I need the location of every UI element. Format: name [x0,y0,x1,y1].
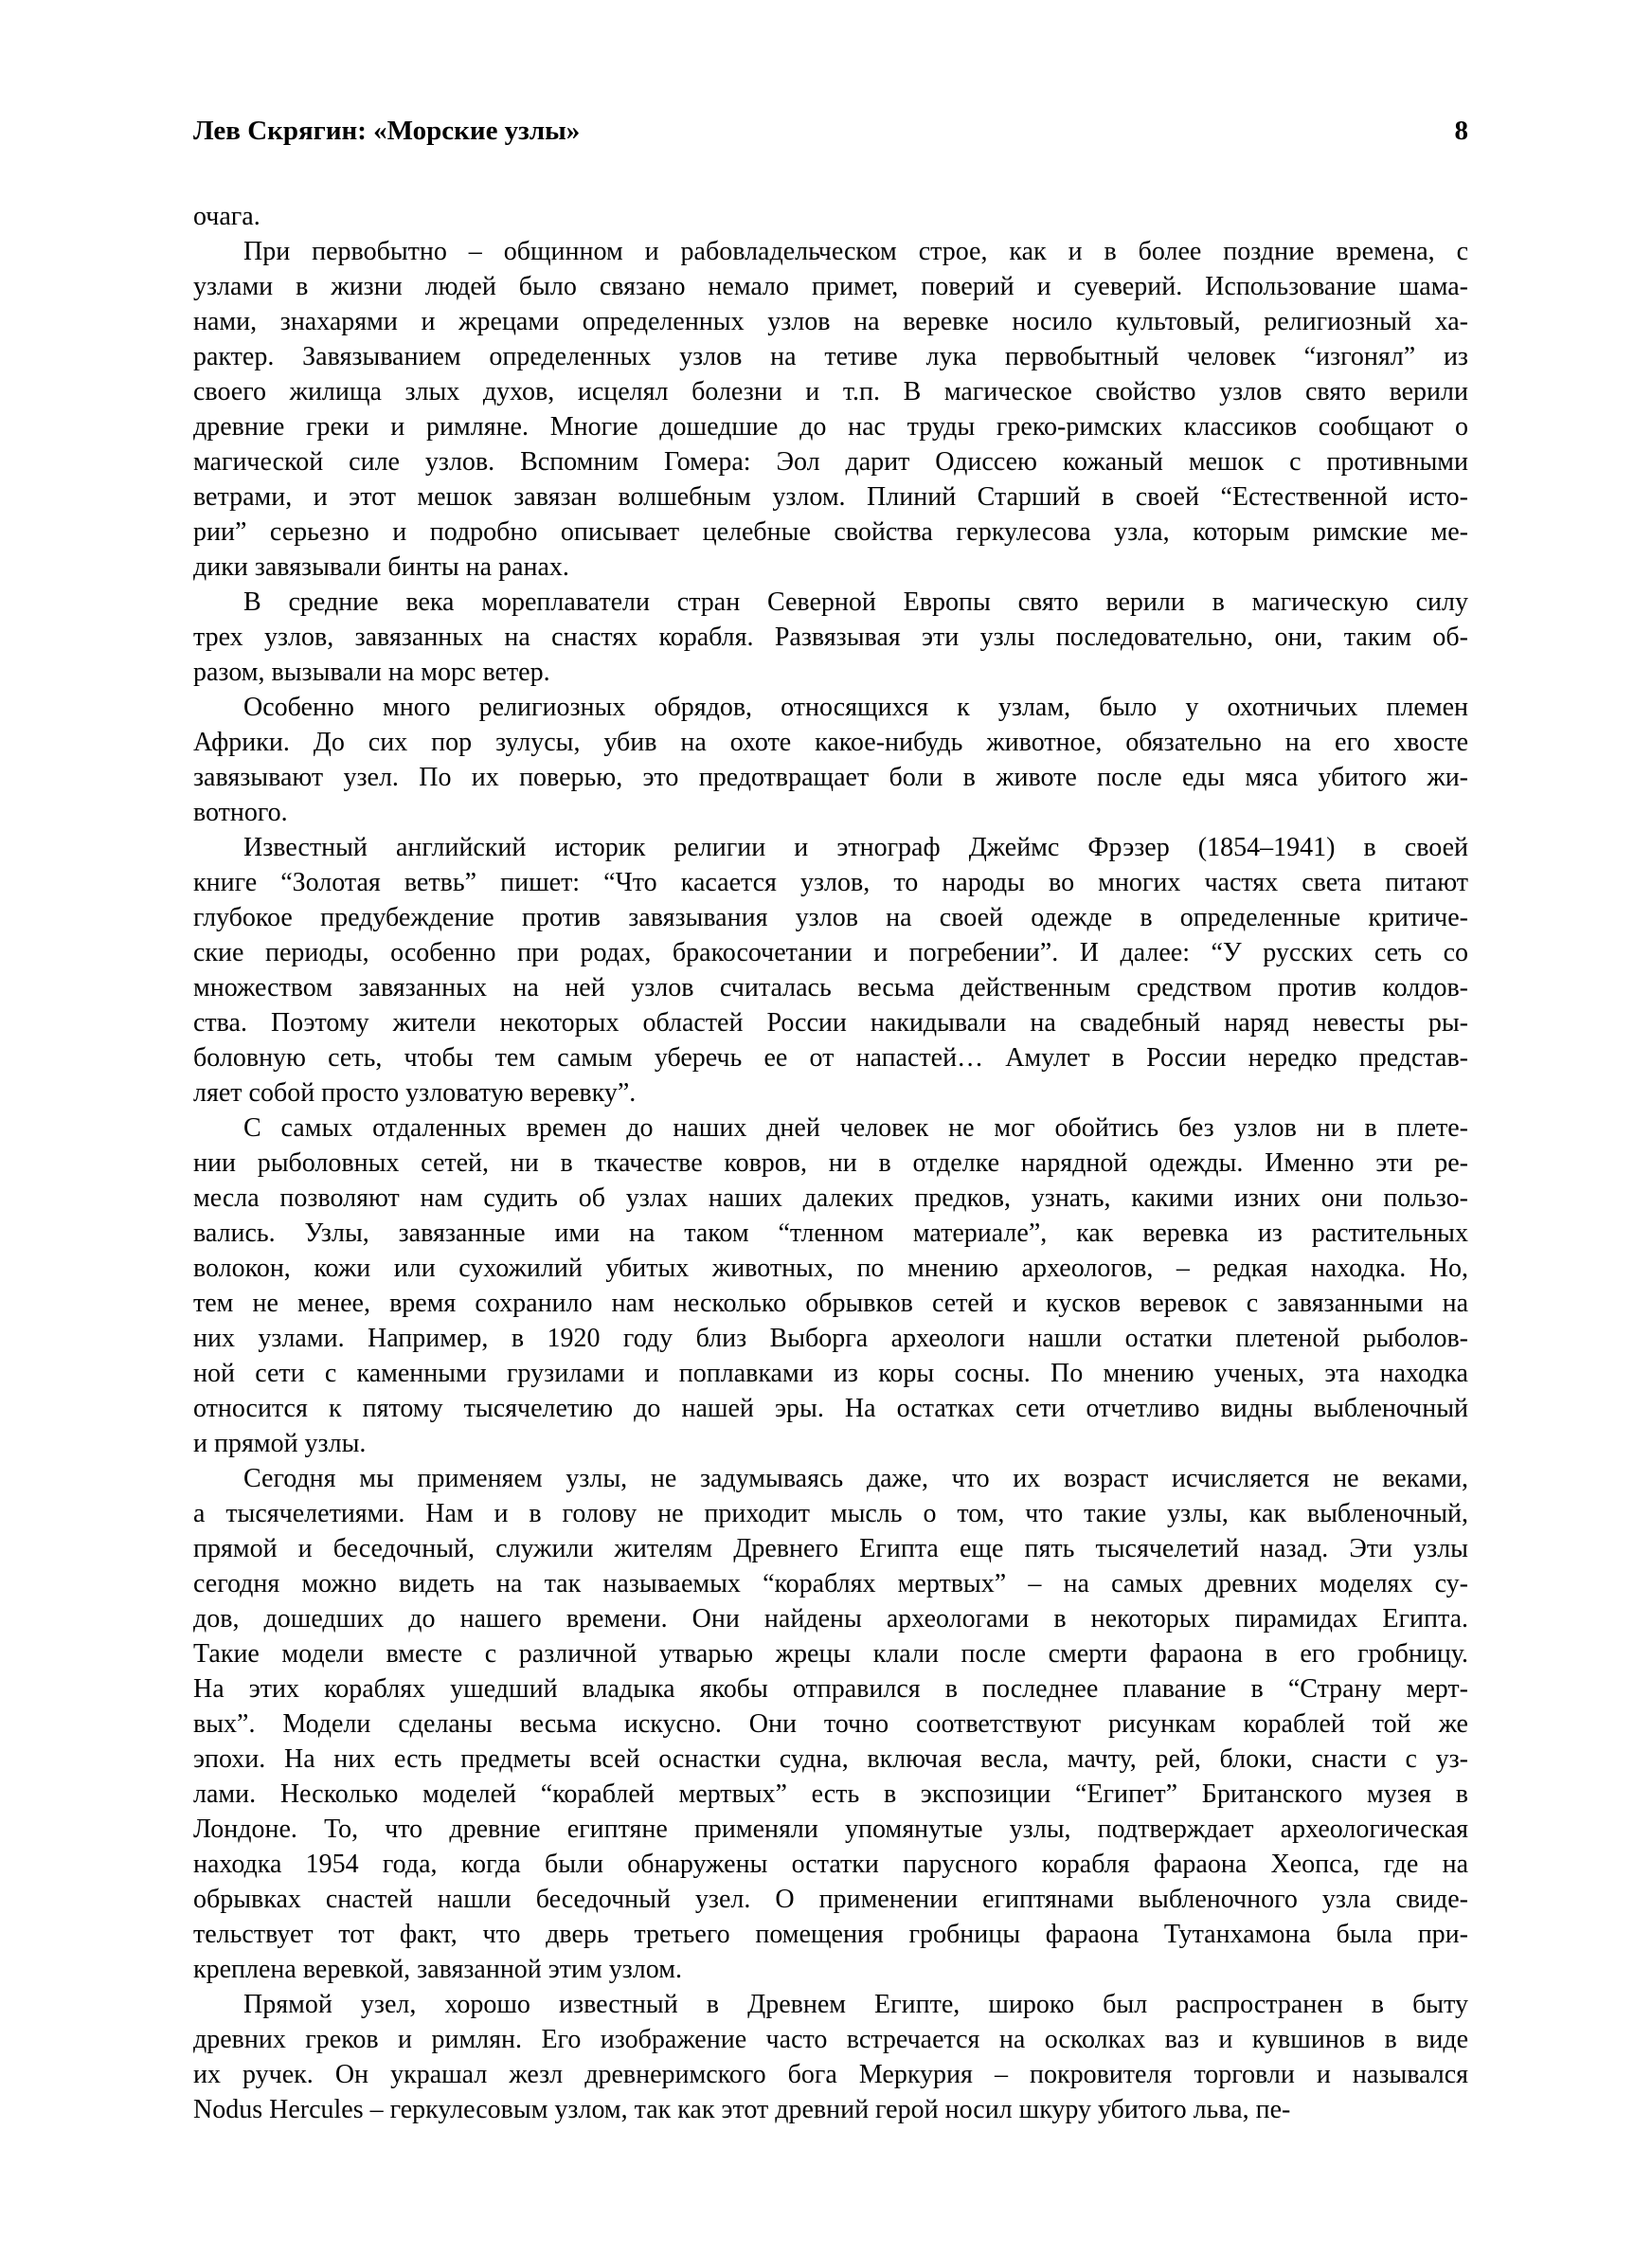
text-line: сегодня можно видеть на так называемых “кораблях мертвых” – на самых древних моделях су- [193,1569,1468,1598]
text-line: прямой и беседочный, служили жителям Древнего Египта еще пять тысячелетий назад. Эти узлы [193,1534,1468,1563]
text-line: нии рыболовных сетей, ни в ткачестве ковров, ни в отделке нарядной одежды. Именно эти ре- [193,1148,1468,1178]
text-line: ной сети с каменными грузилами и поплавками из коры сосны. По мнению ученых, эта находка [193,1359,1468,1388]
text-line: трех узлов, завязанных на снастях корабля. Развязывая эти узлы последовательно, они, таким об- [193,623,1468,652]
text-line: волокон, кожи или сухожилий убитых животных, по мнению археологов, – редкая находка. Но, [193,1254,1468,1283]
paragraph [193,585,1468,690]
page-number: 8 [1454,116,1468,146]
paragraph [193,1461,1468,1987]
text-line: Известный английский историк религии и этнограф Джеймс Фрэзер (1854–1941) в своей [243,833,1468,862]
book-title: Лев Скрягин: «Морские узлы» [193,116,581,146]
text-line: ские периоды, особенно при родах, бракосочетании и погребении”. И далее: “У русских сеть со [193,938,1468,967]
text-line: нами, знахарями и жрецами определенных узлов на веревке носило культовый, религиозный ха- [193,307,1468,336]
text-line: рии” серьезно и подробно описывает целебные свойства геркулесова узла, которым римские ме- [193,517,1468,547]
text-line: дов, дошедших до нашего времени. Они найдены археологами в некоторых пирамидах Египта. [193,1604,1468,1634]
text-line: ства. Поэтому жители некоторых областей России накидывали на свадебный наряд невесты ры- [193,1008,1468,1038]
text-line: Африки. До сих пор зулусы, убив на охоте какое-нибудь животное, обязательно на его хвосте [193,728,1468,757]
text-line: рактер. Завязыванием определенных узлов на тетиве лука первобытный человек “изгонял” из [193,342,1468,371]
text-line: Прямой узел, хорошо известный в Древнем Египте, широко был распространен в быту [243,1990,1468,2019]
text-line: креплена веревкой, завязанной этим узлом. [193,1955,682,1984]
text-line: древние греки и римляне. Многие дошедшие до нас труды греко-римских классиков сообщают о [193,412,1468,442]
text-line: Nodus Hercules – геркулесовым узлом, так как этот древний герой носил шкуру убитого льва, пе- [193,2095,1291,2124]
paragraph [193,234,1468,585]
text-line: Лондоне. То, что древние египтяне применяли упомянутые узлы, подтверждает археологическая [193,1815,1468,1844]
text-line: магической силе узлов. Вспомним Гомера: Эол дарит Одиссею кожаный мешок с противными [193,447,1468,477]
text-line: завязывают узел. По их поверью, это предотвращает боли в животе после еды мяса убитого жи- [193,763,1468,792]
text-line: и прямой узлы. [193,1429,367,1458]
paragraph [193,1987,1468,2127]
text-line: С самых отдаленных времен до наших дней человек не мог обойтись без узлов ни в плете- [243,1113,1468,1143]
text-line: узлами в жизни людей было связано немало примет, поверий и суеверий. Использование шама- [193,272,1468,301]
text-line: а тысячелетиями. Нам и в голову не приходит мысль о том, что такие узлы, как выбленочный, [193,1499,1468,1528]
text-line: дики завязывали бинты на ранах. [193,552,569,582]
text-line: боловную сеть, чтобы тем самым уберечь ее от напастей… Амулет в России нередко представ- [193,1043,1468,1073]
text-line: вались. Узлы, завязанные ими на таком “тленном материале”, как веревка из растительных [193,1219,1468,1248]
text-line: древних греков и римлян. Его изображение часто встречается на осколках ваз и кувшинов в виде [193,2025,1468,2054]
text-line: Особенно много религиозных обрядов, относящихся к узлам, было у охотничьих племен [243,693,1468,722]
text-line: книге “Золотая ветвь” пишет: “Что касается узлов, то народы во многих частях света питают [193,868,1468,897]
text-line: тем не менее, время сохранило нам несколько обрывков сетей и кусков веревок с завязанными на [193,1289,1468,1318]
page-header [193,116,1468,146]
paragraph [193,199,1468,234]
text-line: месла позволяют нам судить об узлах наших далеких предков, узнать, какими изних они пользо- [193,1183,1468,1213]
text-line: лами. Несколько моделей “кораблей мертвых” есть в экспозиции “Египет” Британского музея в [193,1779,1468,1809]
text-line: находка 1954 года, когда были обнаружены остатки парусного корабля фараона Хеопса, где на [193,1850,1468,1879]
text-line: вых”. Модели сделаны весьма искусно. Они точно соответствуют рисункам кораблей той же [193,1709,1468,1739]
text-line: эпохи. На них есть предметы всей оснастки судна, включая весла, мачту, рей, блоки, снасти с уз- [193,1744,1468,1774]
text-line: них узлами. Например, в 1920 году близ Выборга археологи нашли остатки плетеной рыболов- [193,1324,1468,1353]
paragraph [193,690,1468,830]
text-line: глубокое предубеждение против завязывания узлов на своей одежде в определенные критиче- [193,903,1468,932]
text-line: В средние века мореплаватели стран Северной Европы свято верили в магическую силу [243,587,1468,617]
text-line: ветрами, и этот мешок завязан волшебным узлом. Плиний Старший в своей “Естественной исто- [193,482,1468,512]
text-line: множеством завязанных на ней узлов считалась весьма действенным средством против колдов- [193,973,1468,1002]
paragraph [193,830,1468,1110]
text-line: При первобытно – общинном и рабовладельческом строе, как и в более поздние времена, с [243,237,1468,266]
text-line: Такие модели вместе с различной утварью жрецы клали после смерти фараона в его гробницу. [193,1639,1468,1669]
text-line: На этих кораблях ушедший владыка якобы отправился в последнее плавание в “Страну мерт- [193,1674,1468,1704]
text-line: разом, вызывали на морс ветер. [193,658,550,687]
text-line: вотного. [193,798,288,827]
text-line: их ручек. Он украшал жезл древнеримского бога Меркурия – покровителя торговли и назывался [193,2060,1468,2089]
text-line: очага. [193,202,260,231]
text-line: тельствует тот факт, что дверь третьего помещения гробницы фараона Тутанхамона была при- [193,1920,1468,1949]
text-line: Сегодня мы применяем узлы, не задумываясь даже, что их возраст исчисляется не веками, [243,1464,1468,1493]
text-line: ляет собой просто узловатую веревку”. [193,1078,637,1108]
text-line: обрывках снастей нашли беседочный узел. О применении египтянами выбленочного узла свиде- [193,1885,1468,1914]
text-line: относится к пятому тысячелетию до нашей эры. На остатках сети отчетливо видны выбленочный [193,1394,1468,1423]
paragraph [193,1110,1468,1461]
text-line: своего жилища злых духов, исцелял болезни и т.п. В магическое свойство узлов свято верили [193,377,1468,406]
body-text [193,199,1468,2127]
